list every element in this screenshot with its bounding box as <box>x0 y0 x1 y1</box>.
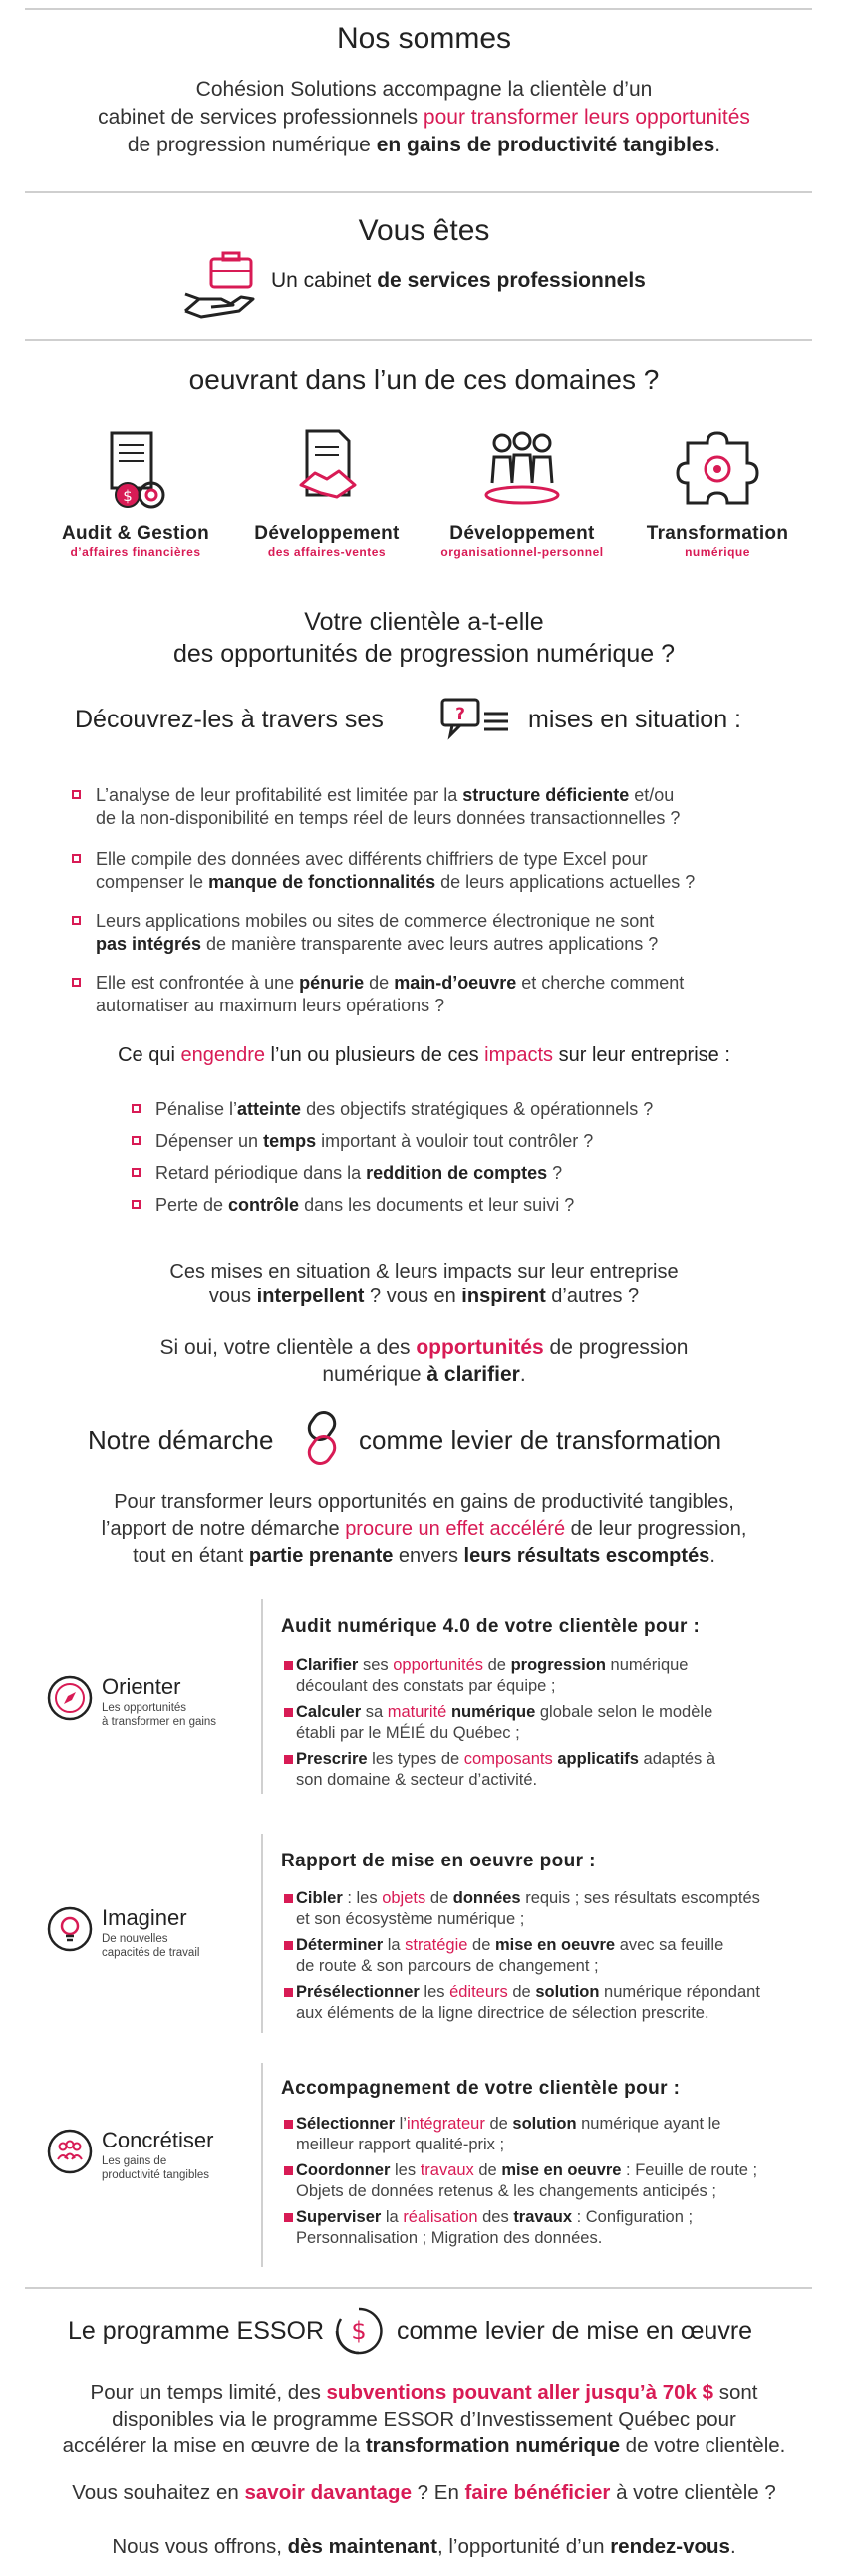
text: . <box>714 134 721 156</box>
text: Les opportunités <box>102 1702 187 1714</box>
bold-text: Présélectionner <box>296 1983 420 2001</box>
text: sa <box>361 1703 388 1721</box>
bold-text: mise en oeuvre <box>501 2161 622 2179</box>
step-item <box>284 2160 814 2202</box>
cta-question <box>0 2479 848 2507</box>
step-item <box>284 1655 814 1697</box>
text: , l’opportunité d’un <box>436 2535 611 2558</box>
people-target-icon <box>46 2128 94 2180</box>
essor-title-suffix: comme levier de mise en œuvre <box>397 2317 753 2345</box>
chain-link-icon <box>297 1410 347 1473</box>
step-subtitle <box>102 2154 209 2182</box>
domain-title: Transformation <box>646 523 789 544</box>
question-line: Votre clientèle a-t-elle <box>304 608 544 636</box>
text: ? vous en <box>364 1286 462 1307</box>
text: Dépenser un <box>155 1131 264 1151</box>
bullet-square <box>72 916 81 925</box>
bullet-square <box>284 1755 293 1764</box>
text: l’ <box>395 2115 407 2133</box>
text: d’autres ? <box>545 1286 640 1307</box>
demarche-title-suffix: comme levier de transformation <box>359 1425 722 1455</box>
bold-text: applicatifs <box>557 1750 639 1768</box>
divider <box>25 339 812 341</box>
bullet-square <box>284 1708 293 1717</box>
impact-item <box>132 1194 813 1217</box>
bold-text: Calculer <box>296 1703 362 1721</box>
vous-etes-text <box>271 269 646 293</box>
text: de route & son parcours de changement ; <box>296 1957 599 1975</box>
bullet-square <box>284 2120 293 2129</box>
highlight: savoir davantage <box>244 2481 412 2504</box>
clientele-question <box>0 606 848 670</box>
text: meilleur rapport qualité-prix ; <box>296 2136 505 2153</box>
bullet-square <box>72 854 81 863</box>
bullet-square <box>284 1941 293 1950</box>
domains-question: oeuvrant dans l’un de ces domaines ? <box>188 364 660 395</box>
essor-paragraph <box>0 2379 848 2459</box>
puzzle-gear-icon <box>668 424 767 523</box>
domain-subtitle: organisationnel-personnel <box>440 545 604 559</box>
svg-text:$: $ <box>351 2317 367 2345</box>
highlight: engendre <box>180 1044 265 1066</box>
compass-icon <box>46 1674 94 1727</box>
highlight: réalisation <box>403 2208 478 2226</box>
bullet-square <box>284 1988 293 1997</box>
text: établi par le MÉIÉ du Québec ; <box>296 1724 520 1742</box>
step-title: Rapport de mise en oeuvre pour : <box>281 1851 596 1871</box>
bold-text: travaux <box>513 2208 573 2226</box>
text: numérique répondant <box>599 1983 760 2001</box>
text: Perte de <box>155 1195 229 1215</box>
intro-line-3 <box>0 132 848 159</box>
bold-text: Coordonner <box>296 2161 391 2179</box>
highlight: éditeurs <box>449 1983 508 2001</box>
highlight: stratégie <box>405 1936 468 1954</box>
bold-text: Déterminer <box>296 1936 384 1954</box>
step-name: Imaginer <box>102 1905 187 1930</box>
situation-item <box>72 910 813 956</box>
divider <box>25 8 812 10</box>
text: compenser le <box>96 872 209 892</box>
bold-text: Sélectionner <box>296 2115 396 2133</box>
text: de leur progression, <box>565 1518 747 1540</box>
step-title: Accompagnement de votre clientèle pour : <box>281 2078 681 2099</box>
text: requis ; ses résultats escomptés <box>520 1889 760 1907</box>
text: Les gains de <box>102 2155 167 2167</box>
step-item <box>284 2207 814 2249</box>
text: de la non-disponibilité en temps réel de leurs données transactionnelles ? <box>96 808 681 828</box>
domain-subtitle: des affaires-ventes <box>267 545 387 559</box>
step-item <box>284 1982 814 2024</box>
text: ? En <box>411 2481 465 2504</box>
bold-text: pas intégrés <box>96 934 202 954</box>
text: les types de <box>367 1750 464 1768</box>
mises-en-situation-text: mises en situation : <box>528 706 741 733</box>
svg-text:?: ? <box>455 705 465 724</box>
text: Ce qui <box>118 1044 181 1066</box>
section-title-nos-sommes: Nos sommes <box>336 22 512 55</box>
essor-title: Le programme ESSOR <box>68 2317 325 2345</box>
bold-text: temps <box>263 1131 317 1151</box>
bold-text: pénurie <box>299 973 365 993</box>
text: sur leur entreprise : <box>553 1044 730 1066</box>
divider <box>25 2287 812 2289</box>
handshake-document-icon <box>277 424 377 523</box>
text: de <box>507 1983 536 2001</box>
bold-text: atteinte <box>237 1099 302 1119</box>
text: et son écosystème numérique ; <box>296 1910 525 1928</box>
text: numérique <box>605 1656 689 1674</box>
divider-vertical <box>261 1834 263 2033</box>
highlight: intégrateur <box>406 2115 485 2133</box>
impact-item <box>132 1098 813 1121</box>
text: avec sa feuille <box>615 1936 724 1954</box>
bullet-square <box>284 1894 293 1903</box>
bold-text: partie prenante <box>248 1545 394 1567</box>
dollar-circle-icon <box>333 2305 385 2362</box>
highlight: objets <box>382 1889 426 1907</box>
bold-text: rendez-vous <box>610 2535 730 2558</box>
text: Ces mises en situation & leurs impacts sur leur entreprise <box>169 1261 679 1283</box>
text: des <box>477 2208 514 2226</box>
text: Pour un temps limité, des <box>90 2381 327 2404</box>
text: des objectifs stratégiques & opérationnels ? <box>301 1099 654 1119</box>
svg-text:$: $ <box>123 487 133 505</box>
highlight: composants <box>463 1750 553 1768</box>
bold-text: de services professionnels <box>377 269 646 292</box>
situation-item <box>72 848 813 894</box>
text: tout en étant <box>133 1545 249 1567</box>
text: cabinet de services professionnels <box>98 106 424 129</box>
step-name: Orienter <box>102 1674 181 1699</box>
text: Elle est confrontée à une <box>96 973 300 993</box>
text: accélérer la mise en œuvre de la <box>62 2434 366 2457</box>
text: numérique <box>322 1363 427 1386</box>
text: ? <box>547 1163 563 1183</box>
bold-text: progression <box>510 1656 606 1674</box>
highlight: impacts <box>484 1044 554 1066</box>
text: L’analyse de leur profitabilité est limitée par la <box>96 785 463 805</box>
step-orienter <box>46 1674 255 1734</box>
situation-item <box>72 972 813 1017</box>
step-item <box>284 1888 814 1930</box>
bold-text: Superviser <box>296 2208 382 2226</box>
text: son domaine & secteur d’activité. <box>296 1771 538 1789</box>
text: productivité tangibles <box>102 2169 210 2181</box>
text: Elle compile des données avec différents chiffriers de type Excel pour <box>96 849 648 869</box>
text: adaptés à <box>638 1750 716 1768</box>
bold-text: manque de fonctionnalités <box>208 872 436 892</box>
bold-text: à clarifier <box>426 1363 520 1386</box>
text: la <box>383 1936 406 1954</box>
bullet-square <box>284 2166 293 2175</box>
text: : Feuille de route ; <box>621 2161 758 2179</box>
bullet-square <box>284 1661 293 1670</box>
bullet-square <box>284 2213 293 2222</box>
text: Leurs applications mobiles ou sites de commerce électronique ne sont <box>96 911 655 931</box>
bold-text: en gains de productivité tangibles <box>376 134 715 156</box>
text: important à vouloir tout contrôler ? <box>316 1131 594 1151</box>
text: de votre clientèle. <box>619 2434 786 2457</box>
step-item <box>284 2114 814 2155</box>
bullet-square <box>132 1200 141 1209</box>
financial-report-icon <box>86 424 185 523</box>
text: de progression numérique <box>127 134 377 156</box>
text: à votre clientèle ? <box>610 2481 776 2504</box>
highlight: faire bénéficier <box>464 2481 611 2504</box>
lightbulb-icon <box>46 1905 94 1958</box>
domain-transformation <box>618 424 817 559</box>
text: automatiser au maximum leurs opérations ? <box>96 996 445 1015</box>
bullet-square <box>132 1168 141 1177</box>
divider-vertical <box>261 2063 263 2267</box>
step-imaginer <box>46 1905 255 1965</box>
text: Vous souhaitez en <box>72 2481 245 2504</box>
bullet-square <box>132 1136 141 1145</box>
bold-text: contrôle <box>228 1195 300 1215</box>
text: Un cabinet <box>271 269 378 292</box>
highlight: pour transformer leurs opportunités <box>423 106 750 129</box>
step-title: Audit numérique 4.0 de votre clientèle pour : <box>281 1616 701 1637</box>
bold-text: leurs résultats escomptés <box>463 1545 710 1567</box>
bullet-square <box>132 1104 141 1113</box>
text: . <box>729 2535 736 2558</box>
situation-item <box>72 784 813 830</box>
domain-title: Audit & Gestion <box>61 523 210 544</box>
text: de <box>364 973 395 993</box>
bold-text: reddition de comptes <box>366 1163 548 1183</box>
bold-text: structure déficiente <box>462 785 630 805</box>
domain-developpement-organisationnel <box>423 424 622 559</box>
text: la <box>381 2208 404 2226</box>
bullet-square <box>72 978 81 987</box>
highlight: subventions pouvant aller jusqu’à 70k $ <box>326 2381 714 2404</box>
text: envers <box>393 1545 464 1567</box>
domain-subtitle: numérique <box>685 545 750 559</box>
bold-text: solution <box>512 2115 577 2133</box>
text: de <box>483 1656 511 1674</box>
text: dans les documents et leur suivi ? <box>299 1195 575 1215</box>
highlight: opportunités <box>416 1336 544 1359</box>
bold-text: Prescrire <box>296 1750 368 1768</box>
impact-item <box>132 1130 813 1153</box>
domain-audit-gestion <box>36 424 235 559</box>
step-item <box>284 1702 814 1744</box>
text: de manière transparente avec leurs autres applications ? <box>201 934 659 954</box>
demarche-title: Notre démarche <box>88 1425 274 1455</box>
text: Personnalisation ; Migration des données. <box>296 2229 603 2247</box>
bold-text: Cibler <box>296 1889 343 1907</box>
text: De nouvelles <box>102 1933 168 1945</box>
text: capacités de travail <box>102 1947 200 1959</box>
divider <box>25 191 812 193</box>
text: Objets de données retenus & les changements anticipés ; <box>296 2182 716 2200</box>
text: de <box>425 1889 453 1907</box>
text: et cherche comment <box>516 973 685 993</box>
bold-text: interpellent <box>256 1286 365 1307</box>
decouvrez-text: Découvrez-les à travers ses <box>75 706 384 733</box>
text: les <box>390 2161 421 2179</box>
bold-text: dès maintenant <box>287 2535 437 2558</box>
step-concretiser <box>46 2128 255 2187</box>
bold-text: transformation numérique <box>365 2434 620 2457</box>
intro-line-2 <box>0 104 848 132</box>
text: vous <box>208 1286 257 1307</box>
text: de leurs applications actuelles ? <box>435 872 696 892</box>
text: l’un ou plusieurs de ces <box>265 1044 485 1066</box>
section-title-vous-etes: Vous êtes <box>358 214 490 247</box>
text: les <box>419 1983 450 2001</box>
text: et/ou <box>629 785 675 805</box>
step-name: Concrétiser <box>102 2128 214 2152</box>
step-subtitle <box>102 1932 199 1960</box>
step-item <box>284 1935 814 1977</box>
text: numérique ayant le <box>576 2115 721 2133</box>
text: aux éléments de la ligne directrice de sélection prescrite. <box>296 2004 709 2022</box>
bold-text: main-d’oeuvre <box>394 973 517 993</box>
domain-title: Développement <box>449 523 595 544</box>
highlight: travaux <box>420 2161 474 2179</box>
domain-developpement-affaires <box>227 424 426 559</box>
step-subtitle <box>102 1701 216 1729</box>
domain-subtitle: d’affaires financières <box>70 545 201 559</box>
impact-item <box>132 1162 813 1185</box>
si-oui-text <box>0 1334 848 1388</box>
bold-text: mise en oeuvre <box>494 1936 616 1954</box>
text: Si oui, votre clientèle a des <box>159 1336 417 1359</box>
briefcase-hand-icon <box>181 249 261 324</box>
divider-vertical <box>261 1599 263 1794</box>
conclusion-text <box>0 1260 848 1309</box>
text: de <box>473 2161 502 2179</box>
question-line: des opportunités de progression numérique ? <box>172 640 676 668</box>
text: : les <box>342 1889 383 1907</box>
text: Nous vous offrons, <box>112 2535 288 2558</box>
bold-text: données <box>452 1889 521 1907</box>
text: Pénalise l’ <box>155 1099 238 1119</box>
text: Pour transformer leurs opportunités en gains de productivité tangibles, <box>114 1491 734 1513</box>
intro-paragraph <box>0 76 848 159</box>
highlight: procure un effet accéléré <box>345 1518 566 1540</box>
demarche-paragraph <box>0 1489 848 1570</box>
highlight: opportunités <box>393 1656 484 1674</box>
text: découlant des constats par équipe ; <box>296 1677 556 1695</box>
text: de progression <box>543 1336 689 1359</box>
bold-text: Clarifier <box>296 1656 359 1674</box>
chat-icon <box>440 698 512 746</box>
text: disponibles via le programme ESSOR d’Investissement Québec pour <box>112 2408 736 2431</box>
text: ses <box>358 1656 394 1674</box>
text: Retard périodique dans la <box>155 1163 367 1183</box>
text: à transformer en gains <box>102 1716 217 1728</box>
text: l’apport de notre démarche <box>101 1518 346 1540</box>
text: sont <box>713 2381 758 2404</box>
domain-title: Développement <box>254 523 400 544</box>
bold-text: solution <box>535 1983 600 2001</box>
team-icon <box>472 424 572 523</box>
highlight: maturité <box>387 1703 447 1721</box>
bold-text: numérique <box>450 1703 536 1721</box>
impacts-intro <box>0 1044 848 1067</box>
cta-offer <box>0 2533 848 2561</box>
intro-line-1: Cohésion Solutions accompagne la clientèle d’un <box>195 78 653 101</box>
text: . <box>519 1363 526 1386</box>
text: de <box>467 1936 495 1954</box>
text: : Configuration ; <box>572 2208 694 2226</box>
text: . <box>709 1545 715 1567</box>
bold-text: inspirent <box>461 1286 546 1307</box>
text: de <box>484 2115 513 2133</box>
step-item <box>284 1749 814 1791</box>
text: globale selon le modèle <box>535 1703 713 1721</box>
bullet-square <box>72 790 81 799</box>
